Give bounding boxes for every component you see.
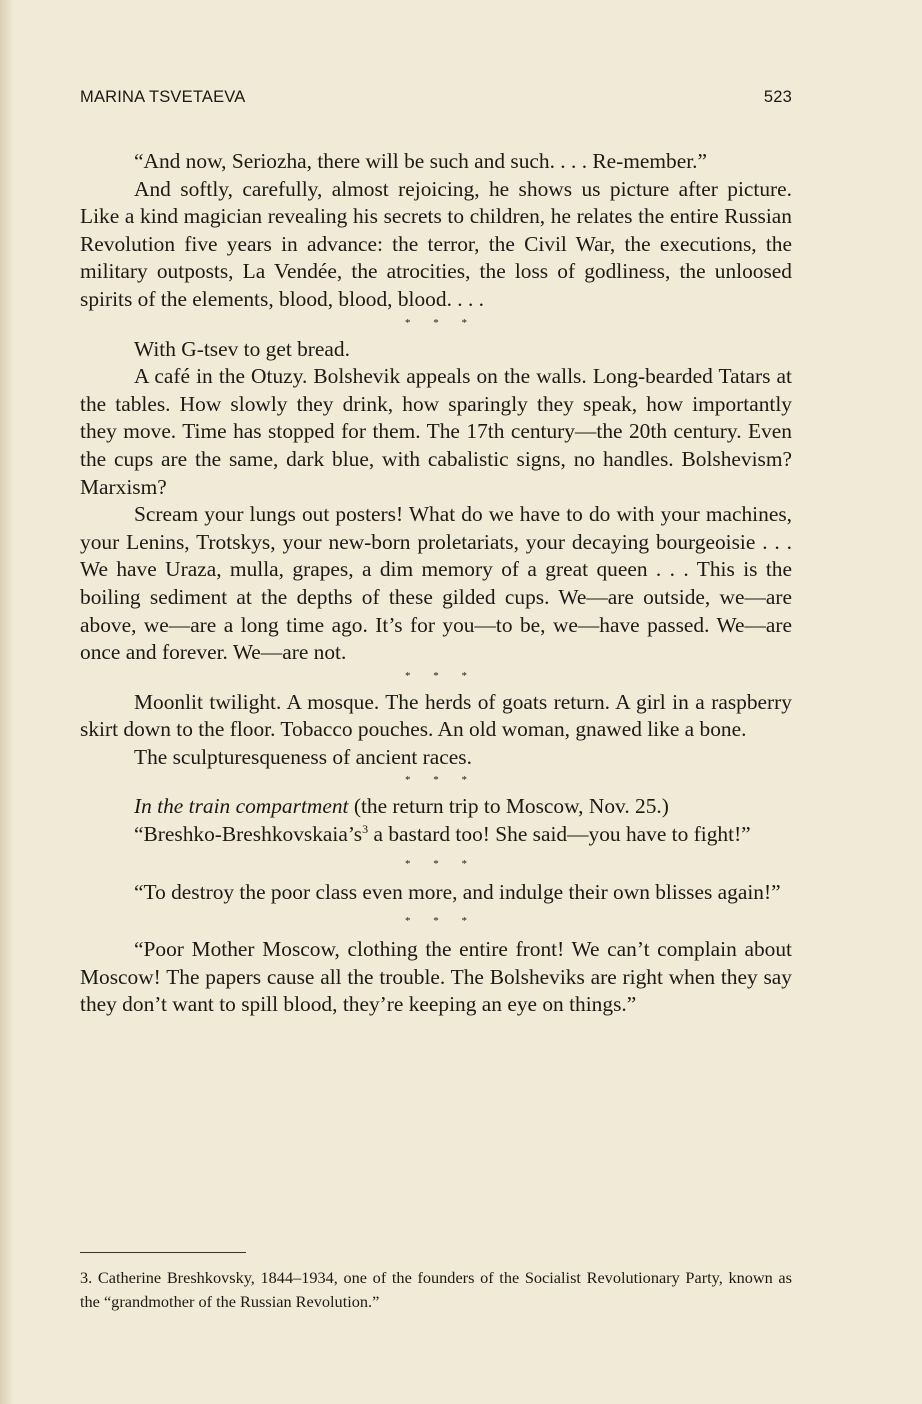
footnote-marker: 3 (362, 821, 369, 836)
paragraph-9-end: a bastard too! She said—you have to fight!” (368, 822, 751, 847)
paragraph-5: Scream your lungs out posters! What do we have to do with your machines, your Lenins, Trotskys, your new-born proletariats, your decaying bourgeoisie . . . We have Uraza, mulla, grapes, a dim memory of a great queen . . . This is the boiling sediment at the depths of these gilded cups. We—are outside, we—are above, we—are a long time ago. It’s for you—to be, we—have passed. We—are once and forever. We—are not. (80, 502, 792, 665)
footnote: 3. Catherine Breshkovsky, 1844–1934, one of the founders of the Socialist Revolutionary Party, known as the “grandmother of the Russian Revolution.” (80, 1268, 792, 1311)
page-number: 523 (763, 88, 792, 106)
running-header (80, 88, 792, 107)
section-separator: * * * (405, 774, 477, 787)
paragraph-8-rest: (the return trip to Moscow, Nov. 25.) (348, 794, 669, 819)
section-separator: * * * (405, 316, 477, 329)
paragraph-9-start: “Breshko-Breshkovskaia’s (134, 822, 363, 847)
italic-phrase: In the train compartment (134, 794, 349, 819)
paragraph-10: “To destroy the poor class even more, and indulge their own blisses again!” (134, 879, 781, 904)
section-separator: * * * (405, 669, 477, 682)
paragraph-6: Moonlit twilight. A mosque. The herds of goats return. A girl in a raspberry skirt down to the floor. Tobacco pouches. An old woman, gnawed like a bone. (80, 689, 792, 742)
paragraph-7: The sculpturesqueness of ancient races. (134, 744, 472, 769)
paragraph-8 (80, 793, 792, 821)
paragraph-4: A café in the Otuzy. Bolshevik appeals on the walls. Long-bearded Tatars at the tables. How slowly they drink, how sparingly they speak, how importantly they move. Time has stopped for them. The 17th century—the 20th century. Even the cups are the same, dark blue, with cabalistic signs, no handles. Bolshevism? Marxism? (80, 364, 792, 499)
paragraph-3: With G-tsev to get bread. (134, 336, 350, 361)
paragraph-9 (80, 821, 792, 849)
page-edge-shadow (0, 0, 14, 1404)
paragraph-2: And softly, carefully, almost rejoicing, he shows us picture after picture. Like a kind magician revealing his secrets to children, he relates the entire Russian Revolution five years in advance: the terror, the Civil War, the executions, the military outposts, La Vendée, the atrocities, the loss of godliness, the unloosed spirits of the elements, blood, blood, blood. . . . (80, 176, 792, 311)
body-text (80, 148, 792, 1019)
section-separator: * * * (405, 915, 477, 928)
section-separator: * * * (405, 857, 477, 870)
footnote-rule (80, 1252, 246, 1253)
paragraph-1: “And now, Seriozha, there will be such and such. . . . Re-member.” (134, 149, 708, 173)
running-title: MARINA TSVETAEVA (80, 88, 246, 106)
paragraph-11: “Poor Mother Moscow, clothing the entire front! We can’t complain about Moscow! The papers cause all the trouble. The Bolsheviks are right when they say they don’t want to spill blood, they’re keeping an eye on things.” (80, 937, 792, 1017)
